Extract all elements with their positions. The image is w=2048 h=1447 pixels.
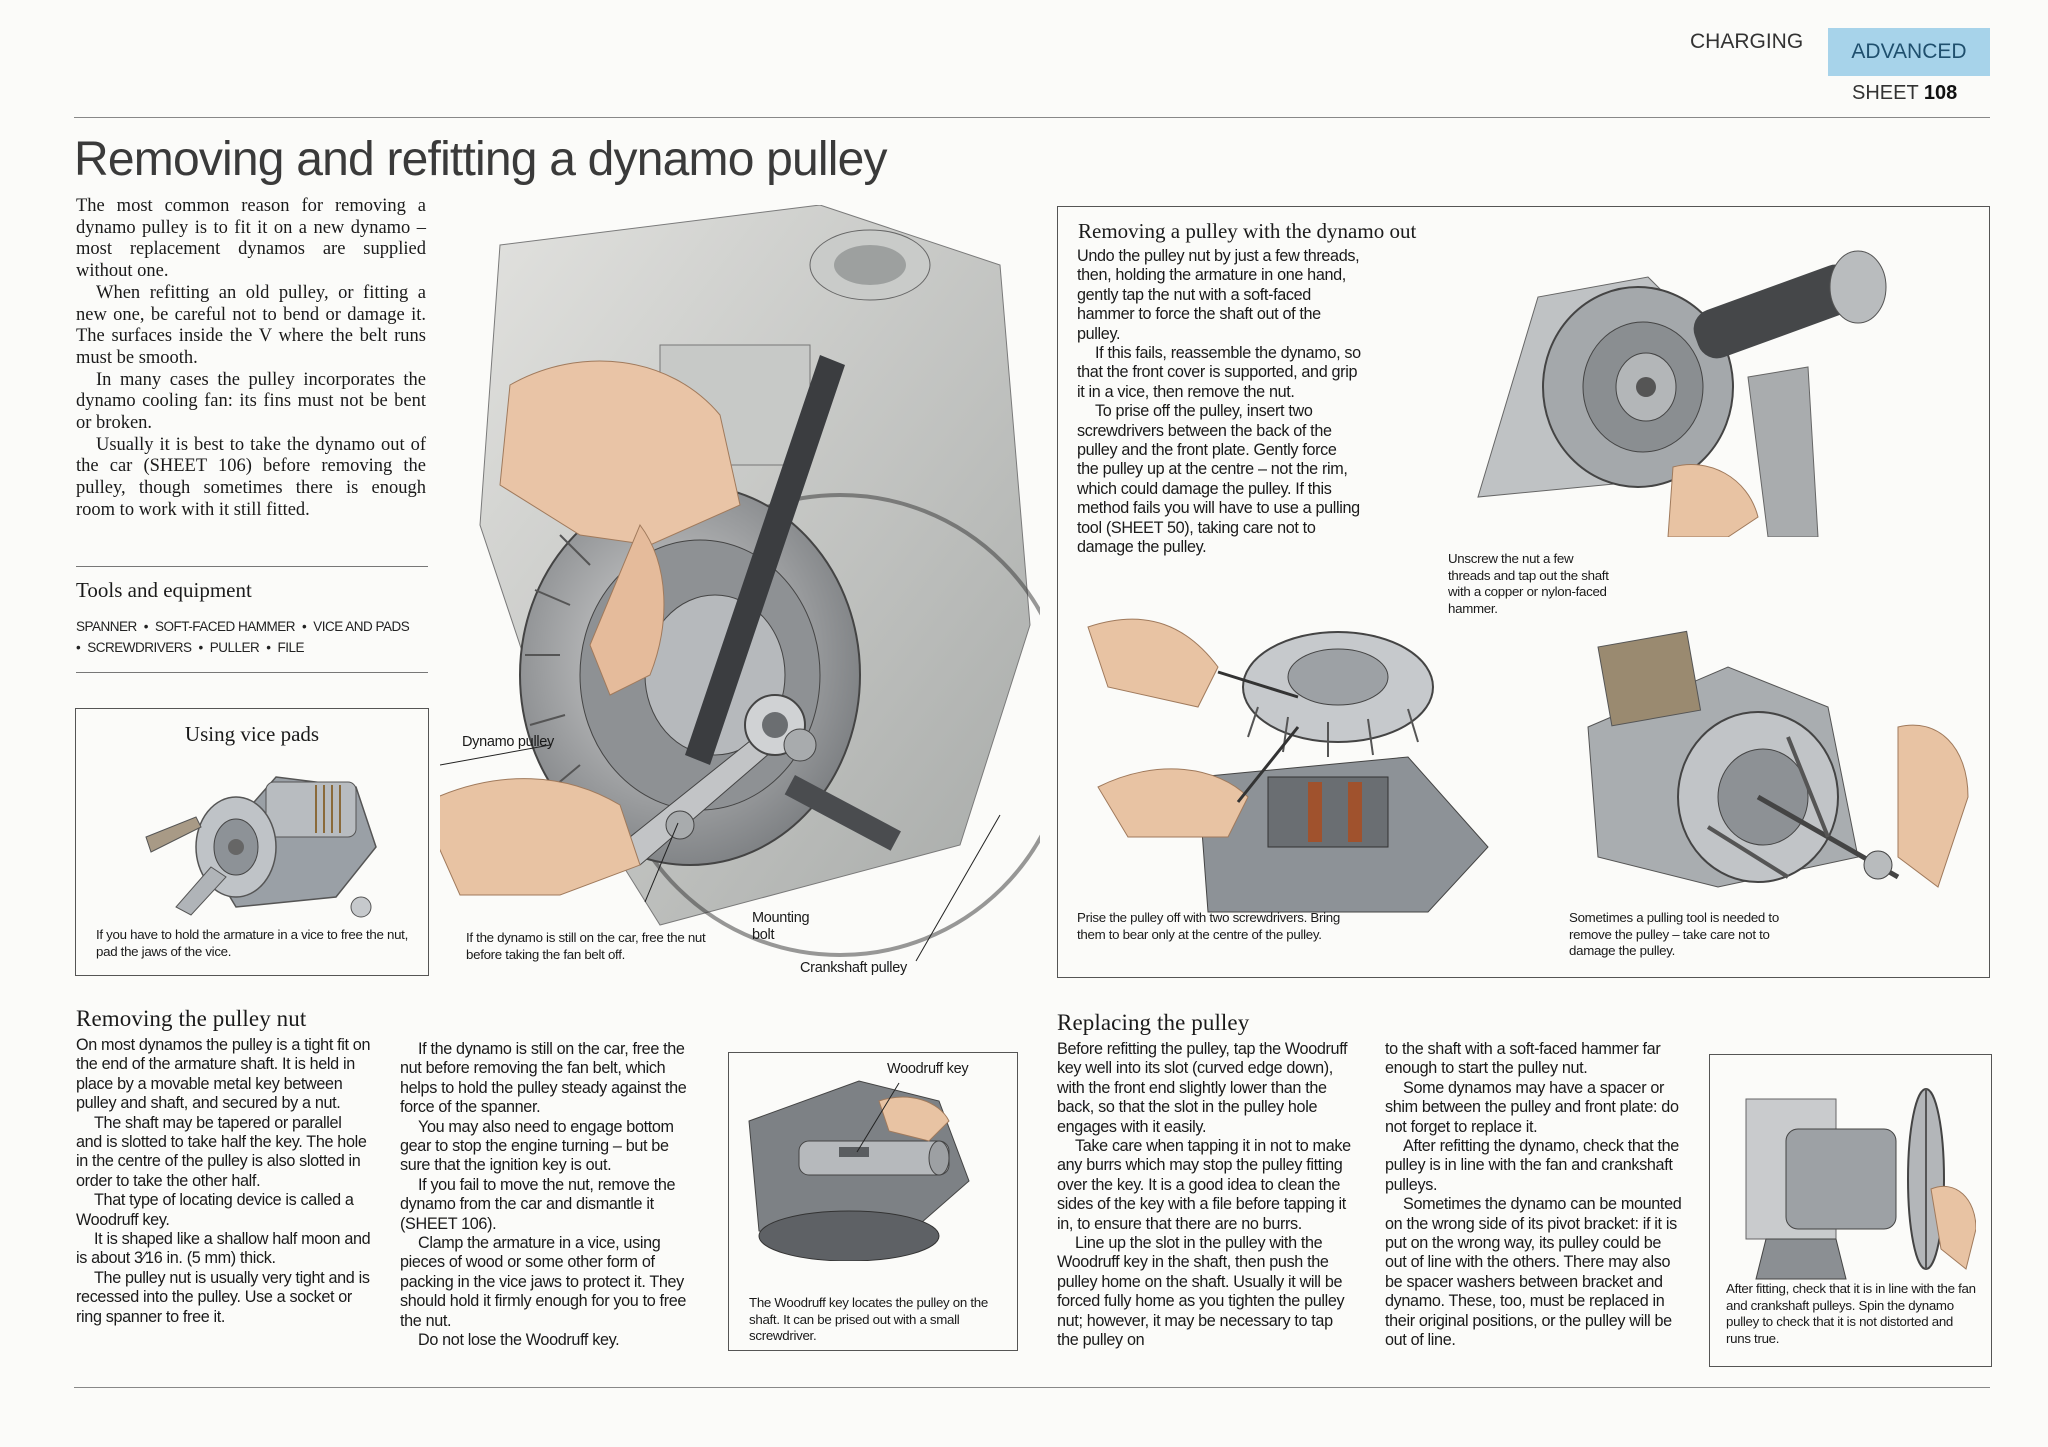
label-dynamo-pulley: Dynamo pulley	[462, 734, 555, 750]
woodruff-key-label: Woodruff key	[887, 1061, 969, 1077]
pulley-nut-paragraph: It is shaped like a shallow half moon and is about 3⁄16 in. (5 mm) thick.	[76, 1230, 371, 1268]
label-mounting-bolt: Mounting bolt	[752, 910, 810, 943]
dynamo-out-title: Removing a pulley with the dynamo out	[1078, 219, 1417, 243]
pulley-nut-paragraph: If you fail to move the nut, remove the dynamo from the car and dismantle it (SHEET 106).	[400, 1175, 676, 1233]
replacing-title: Replacing the pulley	[1057, 1010, 1250, 1035]
replacing-col1	[1057, 1040, 1357, 1351]
dynamo-out-text	[1077, 247, 1362, 558]
top-divider	[74, 117, 1990, 118]
bottom-divider	[74, 1387, 1990, 1388]
puller-illustration	[1558, 627, 1978, 927]
dynamo-out-paragraph: To prise off the pulley, insert two screwdrivers between the back of the pulley and the front plate. Gently force the pulley up at the centre – not the rim, which could damage the pulley. If this method fails you will have to use a pulling tool (SHEET 50), taking care not to damage the pulley.	[1077, 402, 1360, 557]
puller-caption: Sometimes a pulling tool is needed to remove the pulley – take care not to damage the pulley.	[1569, 910, 1779, 958]
replacing-col2	[1385, 1040, 1685, 1351]
woodruff-caption: The Woodruff key locates the pulley on the shaft. It can be prised out with a small screwdriver.	[749, 1295, 988, 1343]
screwdrivers-illustration	[1068, 567, 1498, 917]
section-tab-charging: CHARGING	[1690, 30, 1804, 53]
replacing-paragraph: Sometimes the dynamo can be mounted on the wrong side of its pivot bracket: if it is put on the wrong way, its pulley could be out of line with the others. There may also be spacer washers between bracket and dynamo. These, too, must be replaced in their original positions, or the pulley will be out of line.	[1385, 1195, 1682, 1350]
replacing-paragraph: Take care when tapping it in not to make any burrs which may stop the pulley fitting over the key. It is a good idea to clean the sides of the key with a file before tapping it in, to ensure that there are no burrs.	[1057, 1137, 1351, 1233]
replacing-paragraph: to the shaft with a soft-faced hammer far enough to start the pulley nut.	[1385, 1040, 1661, 1078]
vice-pads-caption: If you have to hold the armature in a vice to free the nut, pad the jaws of the vice.	[96, 927, 408, 959]
main-illustration-caption: If the dynamo is still on the car, free the nut before taking the fan belt off.	[466, 930, 706, 962]
replacing-paragraph: Before refitting the pulley, tap the Woodruff key well into its slot (curved edge down), with the front end slightly lower than the back, so that the slot in the pulley hole engages with it easily.	[1057, 1040, 1348, 1136]
vice-pads-box	[75, 708, 429, 976]
pulley-nut-col2	[400, 1040, 695, 1351]
woodruff-key-box	[728, 1052, 1018, 1351]
vice-pads-illustration	[116, 757, 406, 927]
replacing-paragraph: Line up the slot in the pulley with the Woodruff key in the shaft, then push the pulley home on the shaft. Usually it will be forced fully home as you tighten the pulley nut; however, it may be necessary to tap the pulley on	[1057, 1234, 1345, 1350]
tool-item: SPANNER	[76, 619, 137, 634]
tool-item: FILE	[277, 640, 305, 655]
dynamo-out-box	[1057, 206, 1990, 978]
sheet-number	[1852, 82, 1957, 105]
replacing-paragraph: After refitting the dynamo, check that the pulley is in line with the fan and crankshaft pulleys.	[1385, 1137, 1679, 1194]
sheet-label: SHEET	[1852, 82, 1919, 104]
intro-paragraph: The most common reason for removing a dynamo pulley is to fit it on a new dynamo – most replacement dynamos are supplied without one.	[76, 196, 426, 282]
pulley-nut-paragraph: The pulley nut is usually very tight and is recessed into the pulley. Use a socket or ring spanner to free it.	[76, 1268, 370, 1326]
vice-pads-title: Using vice pads	[184, 722, 320, 746]
dynamo-out-paragraph: If this fails, reassemble the dynamo, so that the front cover is supported, and grip it in a vice, then remove the nut.	[1077, 344, 1361, 401]
tool-item: SOFT-FACED HAMMER	[155, 619, 296, 634]
hammer-illustration	[1388, 237, 1978, 537]
alignment-caption: After fitting, check that it is in line with the fan and crankshaft pulleys. Spin the dynamo pulley to check that it is not distorted and runs true.	[1726, 1281, 1976, 1346]
alignment-illustration	[1726, 1069, 1976, 1299]
tools-top-rule	[76, 566, 428, 567]
page-title: Removing and refitting a dynamo pulley	[74, 133, 887, 186]
pulley-nut-paragraph: That type of locating device is called a Woodruff key.	[76, 1191, 354, 1229]
pulley-nut-paragraph: If the dynamo is still on the car, free the nut before removing the fan belt, which helps to hold the pulley steady against the force of the spanner.	[400, 1040, 687, 1117]
level-badge-advanced: ADVANCED	[1828, 28, 1990, 76]
pulley-nut-paragraph: You may also need to engage bottom gear to stop the engine turning – but be sure that the ignition key is out.	[400, 1117, 674, 1175]
tools-title: Tools and equipment	[76, 578, 252, 602]
tools-list: SPANNER • SOFT-FACED HAMMER • VICE AND PADS • SCREWDRIVERS • PULLER • FILE	[76, 619, 410, 655]
pulley-nut-title: Removing the pulley nut	[76, 1006, 307, 1031]
pulley-nut-col1	[76, 1036, 371, 1327]
pulley-nut-paragraph: Clamp the armature in a vice, using pieces of wood or some other form of packing in the vice jaws to protect it. They should hold it firmly enough for you to free the nut.	[400, 1234, 687, 1330]
intro-paragraph: When refitting an old pulley, or fitting a new one, be careful not to bend or damage it. The surfaces inside the V where the belt runs must be smooth.	[76, 282, 426, 368]
intro-text	[76, 196, 426, 522]
intro-paragraph: Usually it is best to take the dynamo out of the car (SHEET 106) before removing the pulley, though sometimes there is enough room to work with it still fitted.	[76, 434, 426, 520]
sheet-number-value: 108	[1923, 82, 1958, 104]
tool-item: SCREWDRIVERS	[87, 640, 192, 655]
tool-item: VICE AND PADS	[313, 619, 410, 634]
screwdrivers-caption: Prise the pulley off with two screwdrivers. Bring them to bear only at the centre of the pulley.	[1077, 910, 1340, 942]
pulley-nut-paragraph: Do not lose the Woodruff key.	[418, 1331, 620, 1350]
dynamo-out-paragraph: Undo the pulley nut by just a few threads, then, holding the armature in one hand, gently tap the nut with a soft-faced hammer to force the shaft out of the pulley.	[1077, 247, 1360, 343]
replacing-paragraph: Some dynamos may have a spacer or shim between the pulley and front plate: do not forget to replace it.	[1385, 1078, 1679, 1136]
intro-paragraph: In many cases the pulley incorporates the dynamo cooling fan: its fins must not be bent or broken.	[76, 369, 426, 434]
tool-item: PULLER	[209, 640, 260, 655]
label-crankshaft-pulley: Crankshaft pulley	[800, 960, 907, 976]
pulley-nut-paragraph: The shaft may be tapered or parallel and is slotted to take half the key. The hole in the centre of the pulley is also slotted in order to take the other half.	[76, 1113, 367, 1190]
woodruff-illustration	[739, 1061, 1007, 1261]
pulley-nut-paragraph: On most dynamos the pulley is a tight fit on the end of the armature shaft. It is held in place by a movable metal key between pulley and shaft, and secured by a nut.	[76, 1036, 371, 1113]
hammer-caption: Unscrew the nut a few threads and tap out the shaft with a copper or nylon-faced hammer.	[1448, 551, 1609, 616]
main-illustration	[440, 205, 1040, 970]
tools-bottom-rule	[76, 672, 428, 673]
alignment-check-box	[1709, 1054, 1992, 1367]
